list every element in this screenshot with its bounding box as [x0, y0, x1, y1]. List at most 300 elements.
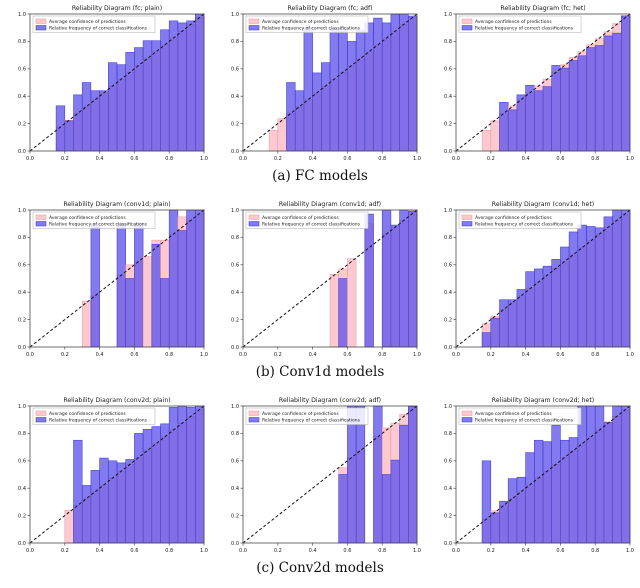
x-tick-label: 0.8 — [378, 352, 387, 358]
x-tick-label: 0.4 — [521, 156, 530, 162]
frequency-bar — [347, 406, 356, 543]
x-tick-label: 0.6 — [556, 156, 565, 162]
legend-label-confidence: Average confidence of predictions — [475, 20, 552, 25]
subplot-conv2d-plain — [0, 394, 213, 558]
frequency-bar — [382, 475, 391, 544]
y-tick-label: 1.0 — [18, 403, 26, 410]
y-tick-label: 0.6 — [444, 66, 452, 73]
frequency-bar — [552, 425, 561, 543]
x-tick-label: 0.4 — [95, 156, 104, 162]
y-tick-label: 0.0 — [18, 344, 26, 351]
legend-label-frequency: Relative frequency of correct classifications — [475, 418, 573, 424]
legend — [459, 212, 581, 229]
frequency-bar — [587, 48, 596, 151]
y-tick-label: 0.8 — [18, 431, 26, 438]
caption-conv2d-models: (c) Conv2d models — [256, 560, 384, 576]
chart-title: Reliability Diagram (conv1d; het) — [491, 201, 595, 208]
frequency-bar — [482, 461, 491, 543]
subplot-conv1d-plain — [0, 198, 213, 362]
legend-swatch-confidence — [36, 19, 46, 24]
frequency-bar — [408, 407, 417, 543]
x-tick-label: 1.0 — [413, 352, 421, 358]
chart-title: Reliability Diagram (conv2d; het) — [491, 397, 595, 404]
frequency-bar — [508, 300, 517, 347]
bars — [330, 210, 417, 347]
legend-swatch-frequency — [462, 418, 472, 423]
legend — [246, 212, 368, 229]
y-tick-label: 0.8 — [444, 39, 452, 46]
confidence-bar — [330, 274, 339, 347]
bars — [269, 14, 417, 151]
frequency-bar — [169, 407, 178, 543]
legend — [33, 16, 155, 33]
y-tick-label: 0.8 — [18, 235, 26, 242]
frequency-bar — [500, 102, 509, 151]
legend-swatch-frequency — [36, 222, 46, 227]
fig-row-conv1d — [0, 198, 640, 381]
y-tick-label: 0.2 — [444, 513, 452, 520]
legend-label-confidence: Average confidence of predictions — [262, 412, 339, 417]
x-tick-label: 0.8 — [591, 548, 600, 554]
legend-swatch-frequency — [462, 222, 472, 227]
y-tick-label: 0.4 — [18, 94, 26, 100]
chart-title: Reliability Diagram (fc; adf) — [287, 5, 373, 12]
frequency-bar — [134, 224, 143, 347]
frequency-bar — [491, 318, 500, 347]
x-tick-label: 1.0 — [413, 156, 421, 162]
legend-swatch-confidence — [249, 19, 259, 24]
frequency-bar — [117, 65, 126, 151]
frequency-bar — [304, 28, 313, 151]
legend-swatch-frequency — [249, 418, 259, 423]
frequency-bar — [552, 259, 561, 347]
x-tick-label: 0.2 — [486, 352, 495, 358]
frequency-bar — [526, 272, 535, 347]
y-tick-label: 0.8 — [231, 431, 239, 438]
x-tick-label: 0.2 — [273, 548, 282, 554]
frequency-bar — [613, 406, 622, 543]
chart-title: Reliability Diagram (fc; het) — [500, 5, 586, 12]
legend-label-frequency: Relative frequency of correct classifications — [262, 26, 360, 32]
frequency-bar — [108, 461, 117, 543]
legend-label-confidence: Average confidence of predictions — [49, 216, 126, 221]
bars — [482, 15, 630, 151]
x-tick-label: 0.2 — [486, 156, 495, 162]
frequency-bar — [143, 429, 152, 543]
legend-swatch-frequency — [36, 26, 46, 31]
frequency-bar — [543, 442, 552, 543]
y-tick-label: 0.6 — [444, 262, 452, 269]
y-tick-label: 0.6 — [18, 66, 26, 73]
fig-row-fc — [0, 2, 640, 185]
frequency-bar — [517, 95, 526, 151]
frequency-bar — [339, 279, 348, 348]
legend-label-frequency: Relative frequency of correct classifications — [49, 222, 147, 228]
frequency-bar — [534, 91, 543, 151]
legend — [459, 16, 581, 33]
frequency-bar — [543, 87, 552, 151]
y-tick-label: 0.4 — [444, 290, 452, 296]
x-tick-label: 0.0 — [239, 156, 247, 162]
subplot-conv1d-het — [426, 198, 639, 362]
legend-swatch-frequency — [36, 418, 46, 423]
frequency-bar — [569, 438, 578, 543]
legend-swatch-frequency — [249, 222, 259, 227]
y-tick-label: 0.4 — [231, 486, 239, 492]
confidence-bar — [491, 121, 500, 151]
y-tick-label: 0.6 — [231, 458, 239, 465]
x-tick-label: 0.4 — [521, 352, 530, 358]
subplot-conv1d-adf — [213, 198, 426, 362]
frequency-bar — [391, 460, 400, 543]
frequency-bar — [578, 56, 587, 151]
legend-label-confidence: Average confidence of predictions — [49, 20, 126, 25]
bars — [56, 14, 204, 151]
legend-swatch-confidence — [462, 215, 472, 220]
x-tick-label: 0.6 — [343, 548, 352, 554]
chart-title: Reliability Diagram (conv2d; plain) — [63, 397, 171, 404]
confidence-bar — [82, 301, 91, 347]
x-tick-label: 0.0 — [452, 548, 460, 554]
frequency-bar — [508, 479, 517, 543]
confidence-bar — [278, 119, 287, 151]
x-tick-label: 0.8 — [378, 548, 387, 554]
frequency-bar — [621, 16, 630, 151]
reliability-diagram-svg — [0, 198, 213, 362]
y-tick-label: 0.0 — [231, 344, 239, 351]
y-tick-label: 0.2 — [231, 513, 239, 520]
x-tick-label: 1.0 — [200, 156, 208, 162]
frequency-bar — [560, 440, 569, 543]
frequency-bar — [534, 269, 543, 347]
legend-label-frequency: Relative frequency of correct classifications — [49, 418, 147, 424]
frequency-bar — [587, 226, 596, 347]
legend-swatch-frequency — [462, 26, 472, 31]
frequency-bar — [578, 406, 587, 543]
y-tick-label: 0.6 — [231, 66, 239, 73]
frequency-bar — [382, 210, 391, 347]
x-tick-label: 0.8 — [165, 548, 174, 554]
frequency-bar — [374, 18, 383, 151]
reliability-diagram-svg — [426, 198, 639, 362]
legend-label-frequency: Relative frequency of correct classifications — [475, 26, 573, 32]
y-tick-label: 0.0 — [231, 148, 239, 155]
legend-swatch-confidence — [249, 411, 259, 416]
legend-swatch-confidence — [36, 411, 46, 416]
bars — [82, 210, 204, 347]
frequency-bar — [621, 210, 630, 347]
frequency-bar — [126, 52, 135, 151]
y-tick-label: 0.4 — [444, 486, 452, 492]
x-tick-label: 0.6 — [343, 352, 352, 358]
frequency-bar — [560, 68, 569, 151]
frequency-bar — [74, 95, 83, 151]
frequency-bar — [508, 110, 517, 151]
x-tick-label: 0.2 — [273, 352, 282, 358]
frequency-bar — [313, 73, 322, 151]
y-tick-label: 0.6 — [231, 262, 239, 269]
legend-label-confidence: Average confidence of predictions — [262, 216, 339, 221]
confidence-bar — [347, 259, 356, 347]
frequency-bar — [552, 65, 561, 151]
caption-conv1d-models: (b) Conv1d models — [255, 364, 385, 380]
frequency-bar — [330, 29, 339, 151]
frequency-bar — [595, 228, 604, 347]
legend-swatch-confidence — [249, 215, 259, 220]
frequency-bar — [578, 225, 587, 347]
x-tick-label: 0.0 — [26, 548, 34, 554]
frequency-bar — [595, 406, 604, 543]
bars — [482, 406, 630, 543]
subplot-conv2d-adf — [213, 394, 426, 558]
frequency-bar — [91, 224, 100, 347]
reliability-diagram-svg — [426, 394, 639, 558]
legend-swatch-confidence — [462, 19, 472, 24]
frequency-bar — [339, 475, 348, 544]
chart-title: Reliability Diagram (conv1d; adf) — [278, 201, 382, 208]
frequency-bar — [287, 83, 296, 152]
x-tick-label: 0.8 — [165, 352, 174, 358]
frequency-bar — [169, 210, 178, 347]
bars — [482, 210, 630, 347]
frequency-bar — [187, 210, 196, 347]
frequency-bar — [613, 210, 622, 347]
subplot-conv2d-het — [426, 394, 639, 558]
legend-label-confidence: Average confidence of predictions — [475, 412, 552, 417]
y-tick-label: 0.0 — [444, 540, 452, 547]
frequency-bar — [295, 91, 304, 151]
legend-label-confidence: Average confidence of predictions — [262, 20, 339, 25]
bars — [65, 406, 204, 543]
frequency-bar — [534, 440, 543, 543]
y-tick-label: 0.0 — [444, 148, 452, 155]
x-tick-label: 0.8 — [378, 156, 387, 162]
y-tick-label: 0.2 — [444, 121, 452, 128]
frequency-bar — [152, 244, 161, 347]
legend — [246, 16, 368, 33]
y-tick-label: 0.4 — [18, 486, 26, 492]
frequency-bar — [569, 61, 578, 151]
frequency-bar — [400, 14, 409, 151]
legend-label-confidence: Average confidence of predictions — [49, 412, 126, 417]
x-tick-label: 0.4 — [308, 156, 317, 162]
frequency-bar — [187, 21, 196, 151]
y-tick-label: 1.0 — [18, 11, 26, 18]
frequency-bar — [500, 501, 509, 543]
frequency-bar — [604, 422, 613, 543]
y-tick-label: 0.8 — [231, 39, 239, 46]
fig-row-conv2d — [0, 394, 640, 577]
frequency-bar — [178, 406, 187, 543]
frequency-bar — [356, 30, 365, 151]
legend-label-frequency: Relative frequency of correct classifications — [262, 222, 360, 228]
y-tick-label: 1.0 — [18, 207, 26, 214]
frequency-bar — [482, 333, 491, 347]
legend-swatch-confidence — [462, 411, 472, 416]
frequency-bar — [365, 23, 374, 151]
frequency-bar — [108, 63, 117, 151]
frequency-bar — [65, 121, 74, 151]
frequency-bar — [161, 279, 170, 348]
x-tick-label: 0.0 — [452, 352, 460, 358]
frequency-bar — [595, 46, 604, 151]
confidence-bar — [65, 510, 74, 543]
frequency-bar — [143, 41, 152, 151]
y-tick-label: 1.0 — [231, 403, 239, 410]
frequency-bar — [400, 210, 409, 347]
frequency-bar — [178, 231, 187, 347]
frequency-bar — [56, 106, 65, 151]
reliability-diagram-svg — [426, 2, 639, 166]
legend — [33, 212, 155, 229]
frequency-bar — [195, 14, 204, 151]
frequency-bar — [400, 425, 409, 543]
frequency-bar — [321, 63, 330, 151]
x-tick-label: 0.4 — [95, 352, 104, 358]
frequency-bar — [391, 225, 400, 347]
reliability-diagram-svg — [213, 394, 426, 558]
x-tick-label: 0.0 — [239, 548, 247, 554]
x-tick-label: 0.8 — [591, 352, 600, 358]
legend-label-frequency: Relative frequency of correct classifications — [49, 26, 147, 32]
y-tick-label: 0.2 — [444, 317, 452, 324]
frequency-bar — [91, 470, 100, 543]
x-tick-label: 0.0 — [26, 156, 34, 162]
frequency-bar — [187, 407, 196, 543]
frequency-bar — [91, 91, 100, 151]
confidence-bar — [482, 130, 491, 151]
frequency-bar — [117, 463, 126, 543]
frequency-bar — [100, 458, 109, 543]
chart-title: Reliability Diagram (conv2d; adf) — [278, 397, 382, 404]
y-tick-label: 0.0 — [444, 344, 452, 351]
frequency-bar — [604, 36, 613, 151]
frequency-bar — [117, 224, 126, 347]
x-tick-label: 0.4 — [95, 548, 104, 554]
legend-swatch-confidence — [36, 215, 46, 220]
y-tick-label: 0.2 — [231, 317, 239, 324]
x-tick-label: 0.2 — [60, 352, 69, 358]
x-tick-label: 0.0 — [26, 352, 34, 358]
y-tick-label: 1.0 — [444, 11, 452, 18]
x-tick-label: 0.0 — [239, 352, 247, 358]
y-tick-label: 1.0 — [231, 11, 239, 18]
frequency-bar — [134, 433, 143, 543]
frequency-bar — [161, 30, 170, 151]
x-tick-label: 1.0 — [626, 156, 634, 162]
x-tick-label: 0.2 — [486, 548, 495, 554]
frequency-bar — [161, 424, 170, 543]
frequency-bar — [491, 513, 500, 543]
y-tick-label: 0.8 — [444, 235, 452, 242]
y-tick-label: 0.0 — [18, 148, 26, 155]
frequency-bar — [621, 406, 630, 543]
frequency-bar — [74, 440, 83, 543]
x-tick-label: 0.6 — [556, 352, 565, 358]
frequency-bar — [604, 217, 613, 347]
frequency-bar — [569, 232, 578, 347]
x-tick-label: 0.4 — [308, 548, 317, 554]
x-tick-label: 0.0 — [452, 156, 460, 162]
y-tick-label: 0.2 — [231, 121, 239, 128]
frequency-bar — [152, 41, 161, 151]
y-tick-label: 1.0 — [444, 403, 452, 410]
frequency-bar — [126, 279, 135, 348]
y-tick-label: 0.4 — [231, 290, 239, 296]
frequency-bar — [587, 406, 596, 543]
x-tick-label: 0.6 — [130, 548, 139, 554]
frequency-bar — [382, 23, 391, 151]
frequency-bar — [365, 214, 374, 347]
y-tick-label: 1.0 — [444, 207, 452, 214]
y-tick-label: 0.2 — [18, 121, 26, 128]
frequency-bar — [374, 406, 383, 543]
frequency-bar — [178, 23, 187, 151]
y-tick-label: 0.8 — [18, 39, 26, 46]
y-tick-label: 0.8 — [444, 431, 452, 438]
confidence-bar — [143, 257, 152, 347]
frequency-bar — [613, 33, 622, 151]
frequency-bar — [100, 91, 109, 151]
x-tick-label: 1.0 — [200, 352, 208, 358]
reliability-diagram-svg — [0, 394, 213, 558]
y-tick-label: 0.0 — [231, 540, 239, 547]
x-tick-label: 0.4 — [308, 352, 317, 358]
x-tick-label: 0.2 — [273, 156, 282, 162]
frequency-bar — [408, 211, 417, 347]
legend-label-frequency: Relative frequency of correct classifications — [475, 222, 573, 228]
legend — [459, 408, 581, 425]
x-tick-label: 0.8 — [591, 156, 600, 162]
x-tick-label: 0.4 — [521, 548, 530, 554]
frequency-bar — [126, 459, 135, 543]
x-tick-label: 0.8 — [165, 156, 174, 162]
frequency-bar — [347, 41, 356, 151]
confidence-bar — [269, 130, 278, 151]
chart-title: Reliability Diagram (conv1d; plain) — [63, 201, 171, 208]
x-tick-label: 1.0 — [626, 352, 634, 358]
frequency-bar — [82, 485, 91, 543]
frequency-bar — [408, 16, 417, 151]
legend — [33, 408, 155, 425]
x-tick-label: 0.2 — [60, 548, 69, 554]
y-tick-label: 0.2 — [18, 513, 26, 520]
legend — [246, 408, 368, 425]
frequency-bar — [526, 453, 535, 543]
subplot-fc-het — [426, 2, 639, 166]
frequency-bar — [82, 83, 91, 152]
y-tick-label: 0.4 — [444, 94, 452, 100]
frequency-bar — [195, 210, 204, 347]
x-tick-label: 1.0 — [200, 548, 208, 554]
frequency-bar — [391, 14, 400, 151]
x-tick-label: 0.6 — [556, 548, 565, 554]
x-tick-label: 0.6 — [130, 352, 139, 358]
frequency-bar — [517, 477, 526, 543]
bars — [339, 406, 417, 543]
frequency-bar — [152, 427, 161, 543]
frequency-bar — [543, 266, 552, 347]
frequency-bar — [339, 29, 348, 151]
y-tick-label: 0.4 — [231, 94, 239, 100]
y-tick-label: 0.2 — [18, 317, 26, 324]
y-tick-label: 0.6 — [18, 458, 26, 465]
x-tick-label: 1.0 — [413, 548, 421, 554]
frequency-bar — [356, 406, 365, 543]
reliability-diagram-svg — [213, 198, 426, 362]
x-tick-label: 0.6 — [130, 156, 139, 162]
y-tick-label: 0.6 — [444, 458, 452, 465]
